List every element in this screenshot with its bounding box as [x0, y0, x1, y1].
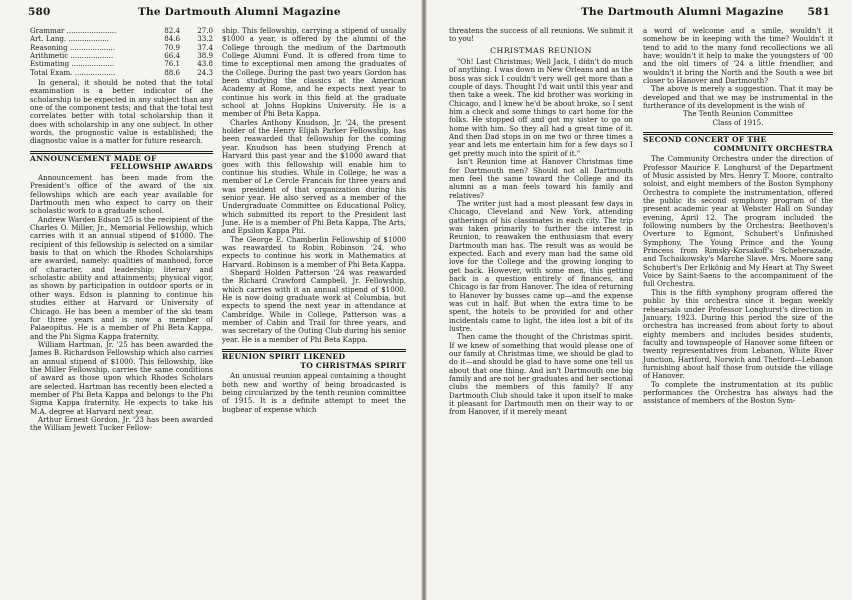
paragraph: Isn't Reunion time at Hanover Christmas time for Dartmouth men? Should not all Dartmouth men feel the same toward the College and its alumni as a man feels toward his family and relatives?	[449, 157, 633, 200]
signature-committee: The Tenth Reunion Committee	[683, 109, 793, 119]
right-header	[449, 6, 830, 20]
score-row: Art. Lang. .................. 84.6 33.2	[30, 34, 213, 44]
left-page	[0, 0, 422, 600]
paragraph: Then came the thought of the Christmas spirit. If we knew of something that would please one of our family at Christmas time, we should be glad to do it—and should be glad to have some one tell us about that one thing. And isn't Dartmouth one big family and are not her graduates and her sectional clubs the members of this family? If any Dartmouth Club should take it upon itself to make it pleasant for Dartmouth men on their way to or from Hanover, if it merely meant	[449, 332, 633, 417]
score-row: Reasoning .................... 70.9 37.4	[30, 42, 213, 52]
paragraph: This is the fifth symphony program offered the public by this orchestra since it began weekly rehearsals under Professor Longhurst's direction in January, 1923. During this period the size of the orchestra has increased from about forty to about eighty members and includes besides students, faculty and townspeople of Hanover some fifteen or twenty representatives from Lebanon, White River Junction, Hartford, Norwich and Thetford—Lebanon furnishing about half those from outside the village of Hanover.	[643, 287, 833, 381]
paragraph: Shepard Holden Patterson '24 was reawarded the Richard Crawford Campbell, Jr. Fellowship, which carries with it an annual stipend of $1000. He is now doing graduate work at Columbia, but expects to spend the next year in attendance at Cambridge. While in College, Patterson was a member of Cabin and Trail for three years, and was secretary of the Outing Club during his senior year. He is a member of Phi Beta Kappa.	[222, 267, 406, 344]
paragraph: Andrew Warden Edson '25 is the recipient of the Charles O. Miller, Jr., Memorial Fellowship, which carries with it an annual stipend of $1000. The recipient of this fellowship is selected on a similar basis to that on which the Rhodes Scholarships are awarded, namely: qualities of manhood, force of character, and leadership; literary and scholastic ability and attainments; physical vigor, as shown by participation in outdoor sports or in other ways. Edson is planning to continue his studies either at Harvard or University of Chicago. He has been a member of the ski team for three years and is now a member of Palaeopitus. He is a member of Phi Beta Kappa, and the Phi Sigma Kappa fraternity.	[30, 214, 214, 341]
score-row: Grammar ...................... 82.4 27.0	[30, 26, 213, 35]
left-header	[28, 6, 401, 20]
paragraph: "Oh! Last Christmas; Well Jack, I didn't do much of anything. I was down in New Orleans and as the boss was sick I couldn't very well get more than a couple of days. Thought I'd wait until this year and then take a week. The kid brother was working in Chicago, and I knew he'd be about broke, so I sent him a check and some things to cart home for the folks. He stopped off and got my sister to go on home with him. So they all had a great time of it. And then Dad stops in on me two or three times a year and lets me entertain him for a few days so I get pretty much into the spirit of it."	[449, 57, 633, 158]
paragraph: In general, it should be noted that the total examination is a better indicator of the scholarship to be expected in any subject than any one of the component tests; and that the total test correlates better with total scholarship than it does with scholarship in any one subject. In other words, the prognostic value is established; the diagnostic value is a matter for future research.	[30, 78, 213, 146]
heading-community-orchestra: SECOND CONCERT OF THE COMMUNITY ORCHESTRA	[643, 135, 833, 153]
right-column-2	[643, 27, 833, 406]
right-running-title: The Dartmouth Alumni Magazine	[581, 6, 784, 18]
paragraph: a word of welcome and a smile, wouldn't it somehow be in keeping with the time? Wouldn't it tend to add to the many fond recollections we all have; wouldn't it help to make the youngsters of '00 and the old timers of '24 a little friendlier, and wouldn't it bring the North and the South a wee bit closer to Hanover and Dartmouth?	[643, 26, 833, 86]
paragraph: The George E. Chamberlin Fellowship of $1000 was reawarded to Robin Robinson '24, who expects to continue his work in Mathematics at Harvard. Robinson is a member of Phi Beta Kappa.	[222, 234, 406, 269]
right-page	[426, 0, 852, 600]
heading-fellowship-awards: ANNOUNCEMENT MADE OF FELLOWSHIP AWARDS	[30, 153, 213, 172]
signature-class: Class of 1915.	[712, 117, 764, 127]
right-column-1	[449, 27, 633, 417]
left-page-number: 580	[28, 6, 51, 18]
score-row: Estimating ................... 76.1 43.8	[30, 59, 213, 69]
score-row: Arithmetic ................... 66.4 38.9	[30, 51, 213, 61]
right-page-number: 581	[807, 6, 830, 18]
left-column-1	[30, 27, 213, 433]
paragraph: Charles Anthony Knudson, Jr. '24, the present holder of the Henry Elijah Parker Fellowship, has been reawarded that fellowship for the coming year. Knudson has been studying French at Harvard this past year and the $1000 award that goes with this fellowship will enable him to continue his studies. While in College, he was a member of Le Cercle Francais for three years and was president of that organization during his senior year. He also served as a member of the Undergraduate Committee on Educational Policy, which submitted its report to the President last June. He is a member of Phi Beta Kappa, The Arts, and Epsilon Kappa Phi.	[222, 117, 406, 236]
heading-reunion-spirit: REUNION SPIRIT LIKENED TO CHRISTMAS SPIRIT	[222, 352, 406, 370]
paragraph: The above is merely a suggestion. That it may be developed and that we may be instrumental in the furtherance of its development is the wish of	[643, 84, 833, 111]
left-column-2	[222, 27, 406, 414]
paragraph: The Community Orchestra under the direction of Professor Maurice F. Longhurst of the Department of Music assisted by Mrs. Henry T. Moore, contralto soloist, and eight members of the Boston Symphony Orchestra to complete the instrumentation, offered the public its second symphony program of the present academic year at Webster Hall on Sunday evening, April 12. The program included the following numbers by the Orchestra: Beethoven's Overture to Egmont, Schubert's Unfinished Symphony, The Young Prince and the Young Princess from Rimsky-Korsakoff's Scheherazade, and Tschaikowsky's Marche Slave. Mrs. Moore sang Schubert's Der Erlkönig and My Heart at Thy Sweet Voice by Saint-Saens to the accompaniment of the full Orchestra.	[643, 154, 833, 289]
paragraph: Announcement has been made from the President's office of the award of the six fellowships which are each year available for Dartmouth men who expect to carry on their scholastic work to a graduate school.	[30, 173, 213, 216]
paragraph: threatens the success of all reunions. We submit it to you!	[449, 26, 633, 44]
paragraph: An unusual reunion appeal containing a thought both new and worthy of being broadcasted is being circularized by the tenth reunion committee of 1915. It is a definite attempt to meet the bugbear of expense which	[222, 371, 406, 414]
heading-christmas-reunion: CHRISTMAS REUNION	[490, 45, 592, 55]
scores-table	[30, 27, 213, 77]
paragraph: ship. This fellowship, carrying a stipend of usually $1000 a year, is offered by the alumni of the College through the medium of the Dartmouth College Alumni Fund. It is offered from time to time to exceptional men among the graduates of the College. During the past two years Gordon has been studying the classics at the American Academy at Rome, and he expects next year to continue his work in this field at the graduate school at Johns Hopkins University. He is a member of Phi Beta Kappa.	[222, 26, 406, 119]
paragraph: To complete the instrumentation at its public performances the Orchestra has always had the assistance of members of the Boston Sym-	[643, 379, 833, 406]
paragraph: Arthur Ernest Gordon, Jr. '23 has been awarded the William Jewett Tucker Fellow-	[30, 414, 213, 433]
score-row: Total Exam. .................. 88.6 24.3	[30, 67, 213, 77]
paragraph: The writer just had a most pleasant few days in Chicago, Cleveland and New York, attending gatherings of his classmates in each city. The trip was taken primarily to further the interest in Reunion, to reawaken the enthusiasm that every Dartmouth man has. The result was as would be expected. Each and every man had the same old love for the College and the growing longing to get back. However, with some men, this getting back is a question entirely of finances, and Chicago is far from Hanover. The idea of returning to Hanover by busses came up—and the expense was cut in half. But when the extra time to be spent, the hotels to be provided for and other incidentals came to light, the idea lost a bit of its lustre.	[449, 198, 633, 334]
paragraph: William Hartman, Jr. '25 has been awarded the James B. Richardson Fellowship which also carries an annual stipend of $1000. This fellowship, like the Miller Fellowship, carries the same conditions of award as those upon which Rhodes Scholars are selected. Hartman has recently been elected a member of Phi Beta Kappa and belongs to the Phi Sigma Kappa fraternity. He expects to take his M.A. degree at Harvard next year.	[30, 339, 214, 416]
left-running-title: The Dartmouth Alumni Magazine	[138, 6, 341, 18]
